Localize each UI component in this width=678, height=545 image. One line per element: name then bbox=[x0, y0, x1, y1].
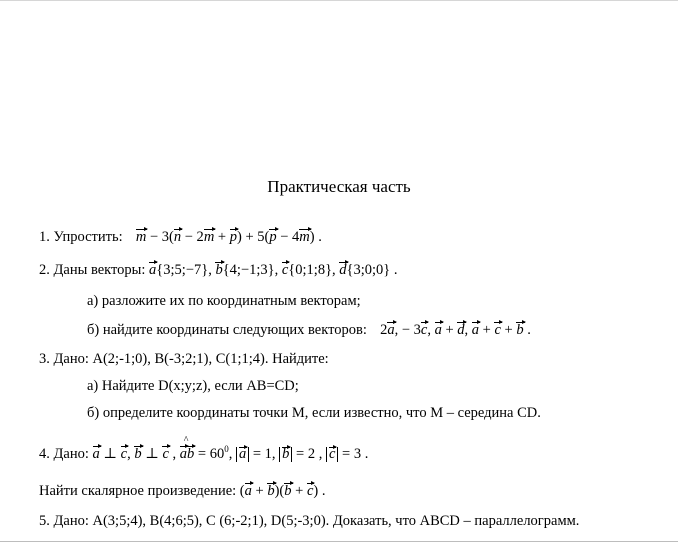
top-border bbox=[0, 0, 678, 1]
task-2b bbox=[87, 322, 531, 339]
task-3a: а) Найдите D(x;y;z), если AB=CD; bbox=[87, 378, 299, 394]
task-2-number: 2. bbox=[39, 262, 50, 278]
task-4-find-expression: (a + b)(b + c) . bbox=[239, 483, 326, 499]
task-1-expression: m − 3(n − 2m + p) + 5(p − 4m) . bbox=[135, 229, 322, 245]
task-4-find bbox=[39, 483, 325, 500]
task-4-find-label: Найти скалярное произведение: bbox=[39, 483, 237, 499]
task-2 bbox=[39, 262, 398, 279]
task-4 bbox=[39, 444, 368, 463]
task-5: 5. Дано: A(3;5;4), B(4;6;5), C (6;-2;1), D(5;-3;0). Доказать, что ABCD – параллелограмм. bbox=[39, 513, 580, 529]
task-4-number: 4. bbox=[39, 445, 50, 462]
task-1-number: 1. bbox=[39, 229, 50, 245]
task-3-label: Дано: A(2;-1;0), B(-3;2;1), C(1;1;4). Найдите: bbox=[53, 351, 329, 367]
page-title: Практическая часть bbox=[267, 177, 411, 196]
task-2-label: Даны векторы: bbox=[53, 262, 146, 278]
task-2-vectors: a{3;5;−7}, b{4;−1;3}, c{0;1;8}, d{3;0;0} . bbox=[149, 262, 398, 278]
task-3 bbox=[39, 351, 329, 368]
task-2a: a) разложите их по координатным векторам; bbox=[87, 293, 361, 309]
task-3-number: 3. bbox=[39, 351, 50, 367]
task-4-label: Дано: bbox=[53, 445, 89, 462]
task-1-label: Упростить: bbox=[53, 229, 123, 245]
task-4-conditions: a ⊥ c, b ⊥ c , ^ ab = $60^0$, a = 1, b = 2 , c = 3 . bbox=[93, 446, 369, 462]
task-1 bbox=[39, 229, 322, 246]
task-2b-vectors: 2a, − 3c, a + d, a + c + b . bbox=[380, 322, 531, 338]
task-2b-text: б) найдите координаты следующих векторов: bbox=[87, 322, 367, 338]
task-3b: б) определите координаты точки M, если известно, что M – середина CD. bbox=[87, 405, 541, 421]
bottom-border bbox=[0, 541, 678, 542]
